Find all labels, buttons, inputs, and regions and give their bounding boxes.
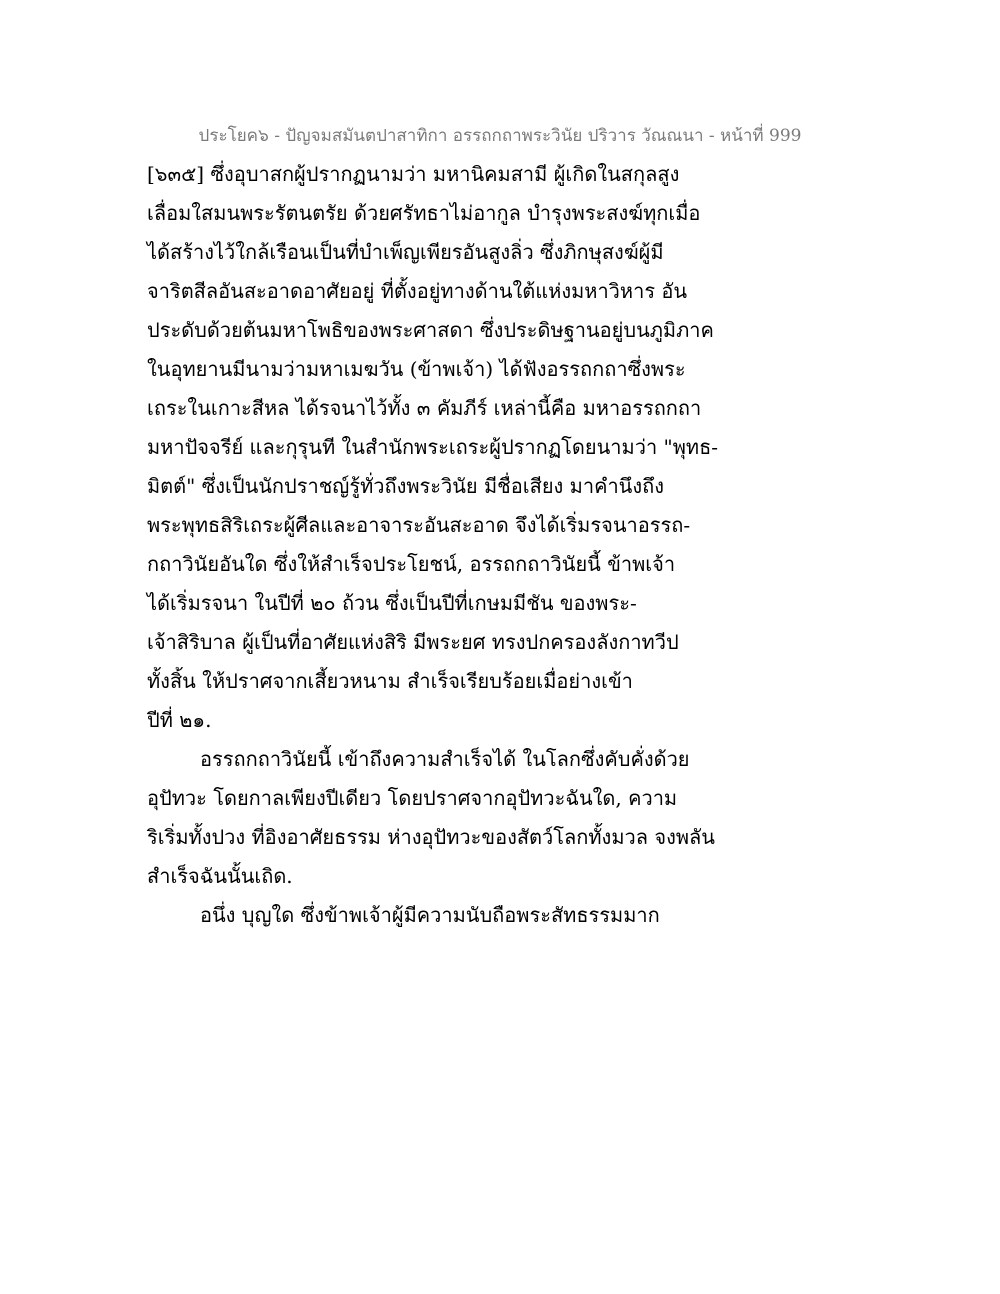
text-line-6: ในอุทยานมีนามว่ามหาเมฆวัน (ข้าพเจ้า) ได้ฟังอรรถกถาซึ่งพระ bbox=[147, 357, 686, 381]
paragraph-2-line-3: ริเริ่มทั้งปวง ที่อิงอาศัยธรรม ห่างอุปัทวะของสัตว์โลกทั้งมวล จงพลัน bbox=[147, 825, 715, 849]
text-line-8: มหาปัจจรีย์ และกุรุนที ในสำนักพระเถระผู้ปรากฏโดยนามว่า "พุทธ- bbox=[147, 435, 719, 459]
paragraph-2-line-1: อรรถกถาวินัยนี้ เข้าถึงความสำเร็จได้ ในโลกซึ่งคับคั่งด้วย bbox=[200, 747, 690, 771]
text-line-12: ได้เริ่มรจนา ในปีที่ ๒๐ ถ้วน ซึ่งเป็นปีที่เกษมมีชัน ของพระ- bbox=[147, 591, 637, 615]
text-line-13: เจ้าสิริบาล ผู้เป็นที่อาศัยแห่งสิริ มีพระยศ ทรงปกครองลังกาทวีป bbox=[147, 630, 679, 654]
text-line-9: มิตต์" ซึ่งเป็นนักปราชญ์รู้ทั่วถึงพระวินัย มีชื่อเสียง มาคำนึงถึง bbox=[147, 474, 664, 498]
page-header: ประโยค๖ - ปัญจมสมันตปาสาทิกา อรรถกถาพระวินัย ปริวาร วัณณนา - หน้าที่ 999 bbox=[198, 126, 802, 146]
text-line-5: ประดับด้วยต้นมหาโพธิของพระศาสดา ซึ่งประดิษฐานอยู่บนภูมิภาค bbox=[147, 318, 714, 342]
text-line-10: พระพุทธสิริเถระผู้ศีลและอาจาระอันสะอาด จึงได้เริ่มรจนาอรรถ- bbox=[147, 513, 691, 537]
text-line-3: ได้สร้างไว้ใกล้เรือนเป็นที่บำเพ็ญเพียรอันสูงลิ่ว ซึ่งภิกษุสงฆ์ผู้มี bbox=[147, 240, 664, 264]
text-line-11: กถาวินัยอันใด ซึ่งให้สำเร็จประโยชน์, อรรถกถาวินัยนี้ ข้าพเจ้า bbox=[147, 552, 676, 576]
text-line-15: ปีที่ ๒๑. bbox=[147, 708, 212, 732]
paragraph-3-line-1: อนึ่ง บุญใด ซึ่งข้าพเจ้าผู้มีความนับถือพระสัทธรรมมาก bbox=[200, 903, 660, 927]
text-line-7: เถระในเกาะสีหล ได้รจนาไว้ทั้ง ๓ คัมภีร์ เหล่านี้คือ มหาอรรถกถา bbox=[147, 396, 702, 420]
paragraph-2-line-4: สำเร็จฉันนั้นเถิด. bbox=[147, 864, 293, 888]
paragraph-2-line-2: อุปัทวะ โดยกาลเพียงปีเดียว โดยปราศจากอุปัทวะฉันใด, ความ bbox=[147, 786, 678, 810]
text-line-4: จาริตสีลอันสะอาดอาศัยอยู่ ที่ตั้งอยู่ทางด้านใต้แห่งมหาวิหาร อัน bbox=[147, 279, 688, 303]
text-line-1: [๖๓๕] ซึ่งอุบาสกผู้ปรากฏนามว่า มหานิคมสามี ผู้เกิดในสกุลสูง bbox=[147, 162, 680, 186]
text-line-2: เลื่อมใสมนพระรัตนตรัย ด้วยศรัทธาไม่อากูล บำรุงพระสงฆ์ทุกเมื่อ bbox=[147, 201, 701, 225]
text-line-14: ทั้งสิ้น ให้ปราศจากเสี้ยวหนาม สำเร็จเรียบร้อยเมื่อย่างเข้า bbox=[147, 669, 633, 693]
